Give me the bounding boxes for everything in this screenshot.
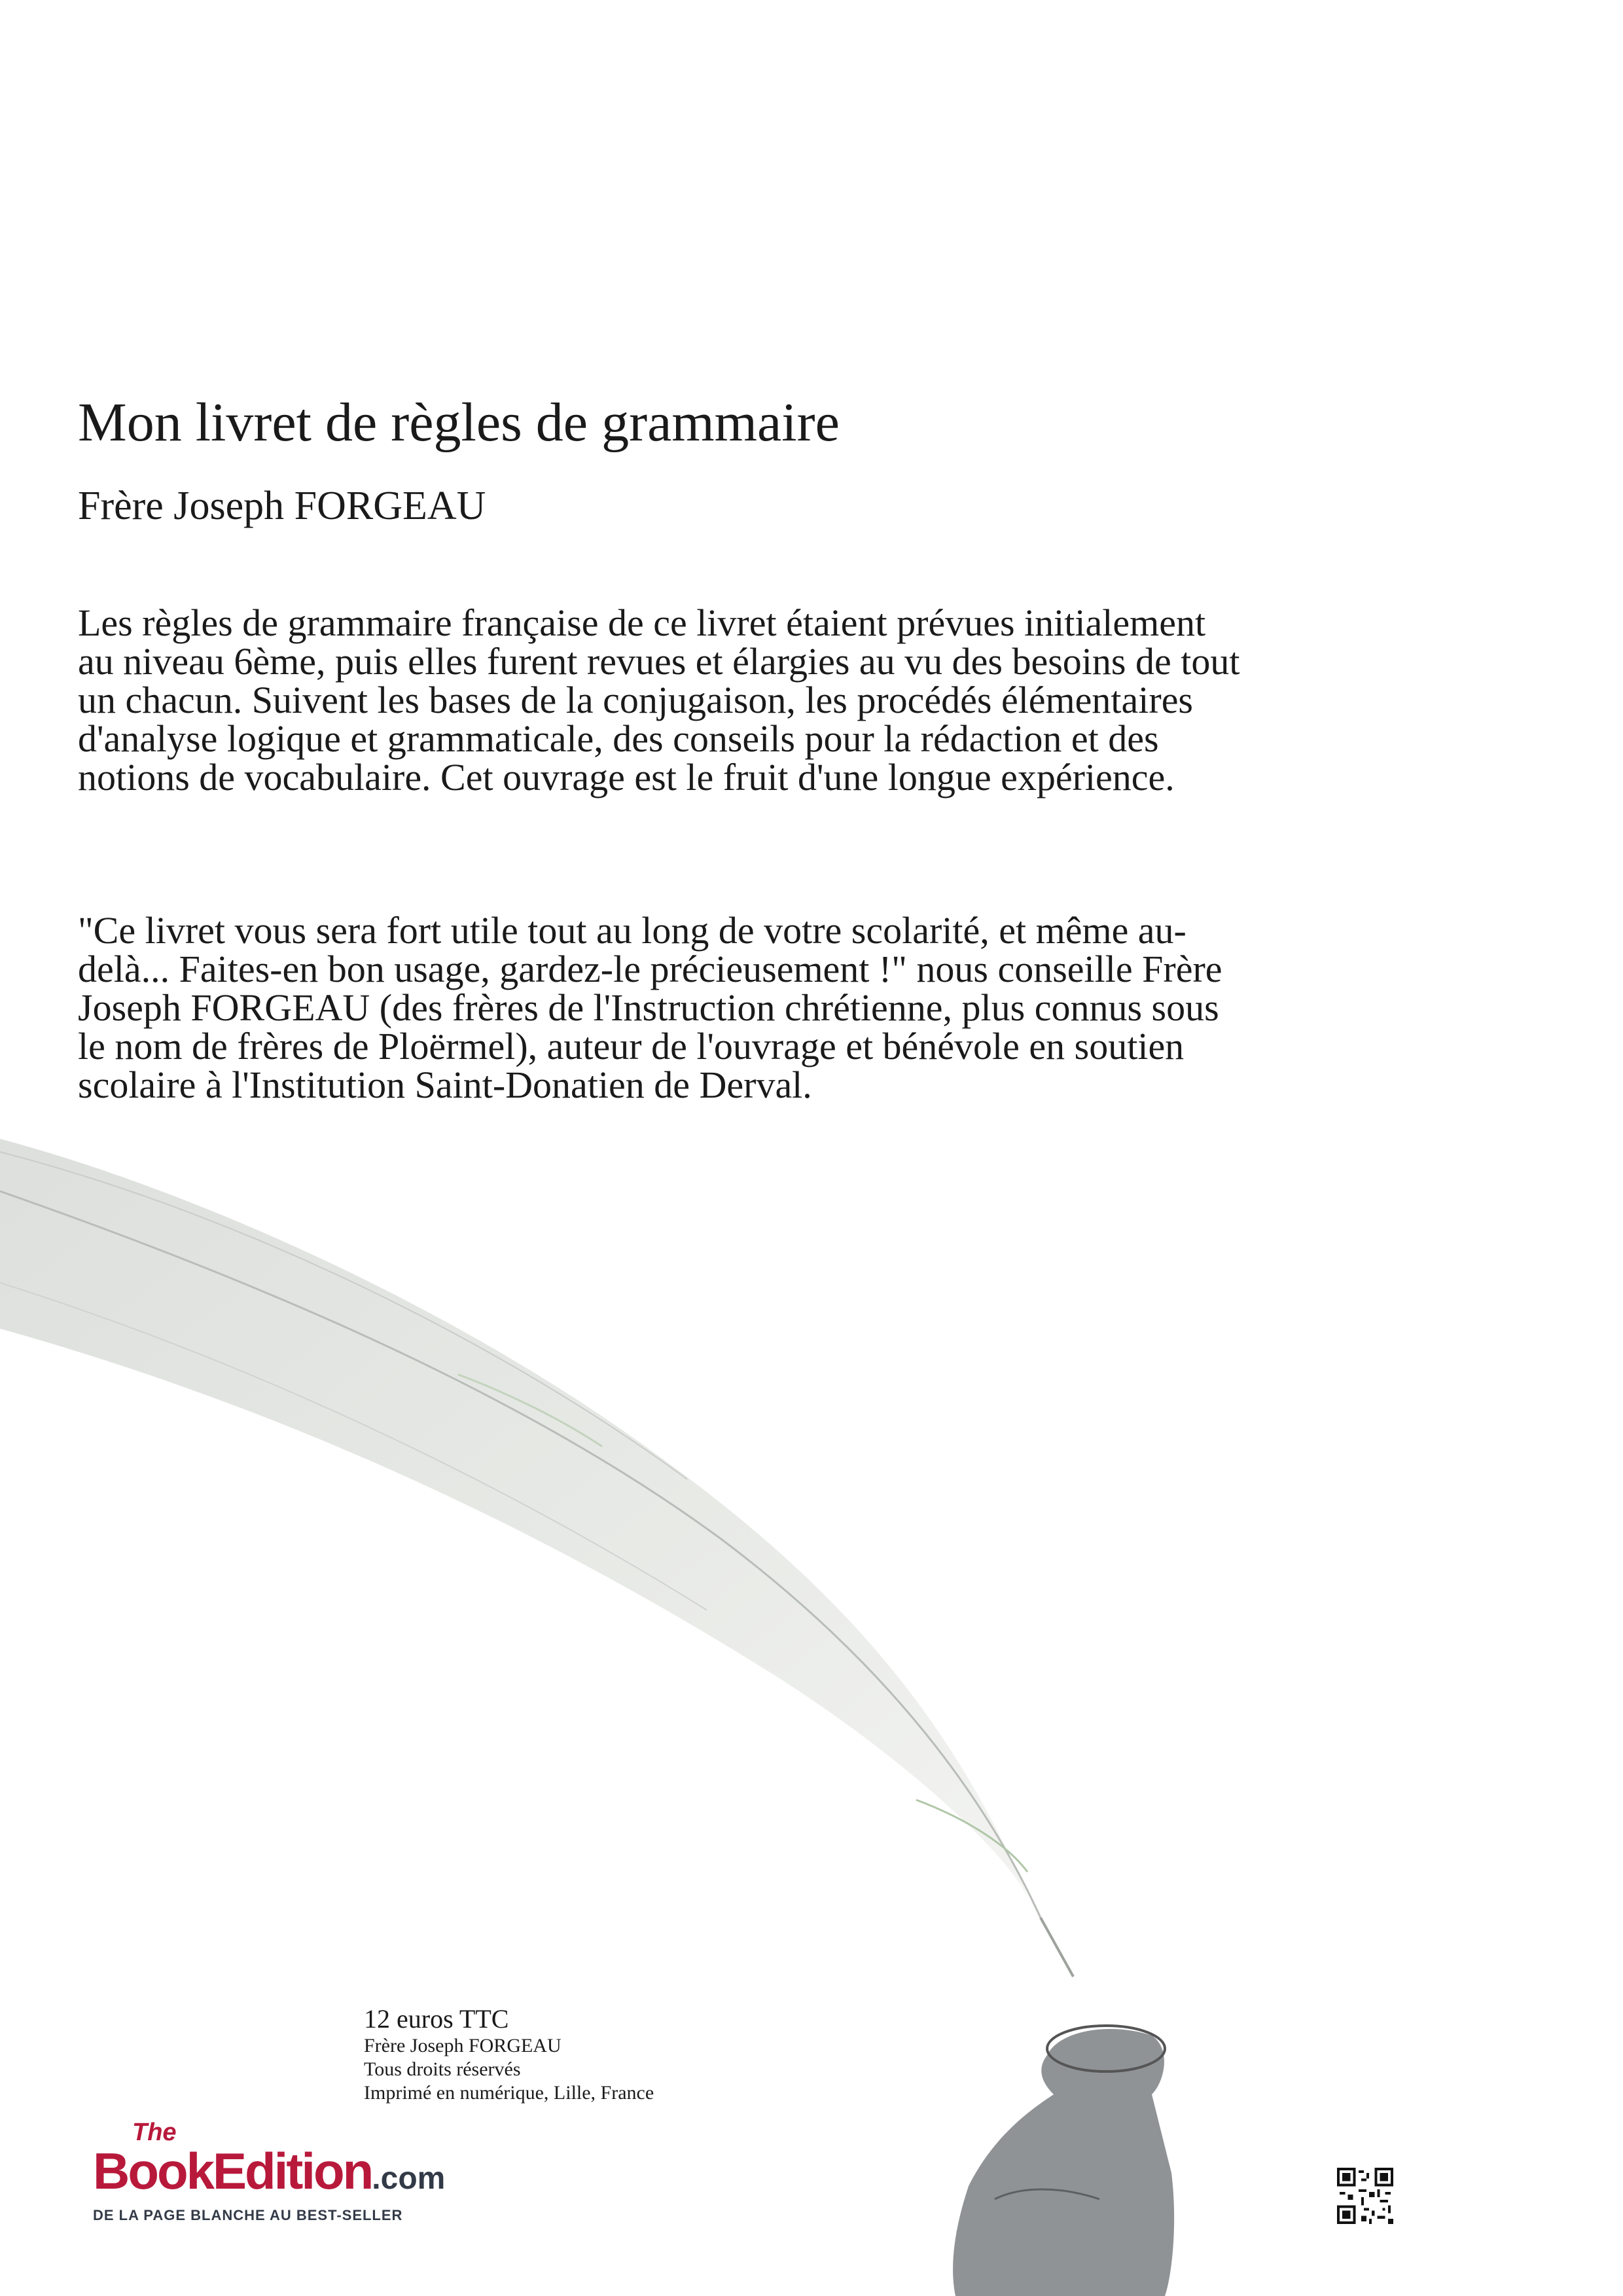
book-title: Mon livret de règles de grammaire (78, 392, 840, 453)
colophon-rights: Tous droits réservés (364, 2058, 521, 2080)
colophon-author: Frère Joseph FORGEAU (364, 2035, 562, 2056)
logo-suffix: .com (372, 2161, 446, 2196)
logo-name: BookEdition (93, 2142, 372, 2200)
feather-icon (0, 1139, 1073, 1977)
publisher-logo (93, 2121, 459, 2225)
inkwell-icon (953, 2026, 1174, 2296)
description-paragraph-1: Les règles de grammaire française de ce livret étaient prévues initialement au niveau 6ème, puis elles furent revues et élargies au vu des besoins de tout un chacun. Suivent les bases de la conjugaison, les procédés élémentaires d'analyse logique et grammaticale, des conseils pour la rédaction et des notions de vocabulaire. Cet ouvrage est le fruit d'une longue expérience. (78, 601, 1240, 798)
logo-the: The (132, 2119, 177, 2146)
book-author: Frère Joseph FORGEAU (78, 484, 486, 528)
quill-illustration (0, 1113, 1623, 2296)
price-label: 12 euros TTC (364, 2004, 509, 2034)
colophon (364, 2004, 654, 2105)
qr-code-icon (1337, 2168, 1393, 2224)
description-paragraph-2: "Ce livret vous sera fort utile tout au long de votre scolarité, et même au-delà... Faites-en bon usage, gardez-le précieusement !" nous conseille Frère Joseph FORGEAU (des frères de l'Instruction chrétienne, plus connus sous le nom de frères de Ploërmel), auteur de l'ouvrage et bénévole en soutien scolaire à l'Institution Saint-Donatien de Derval. (78, 909, 1222, 1106)
logo-tagline: DE LA PAGE BLANCHE AU BEST-SELLER (93, 2207, 403, 2223)
logo-wordmark (93, 2144, 459, 2206)
colophon-printed: Imprimé en numérique, Lille, France (364, 2082, 654, 2104)
